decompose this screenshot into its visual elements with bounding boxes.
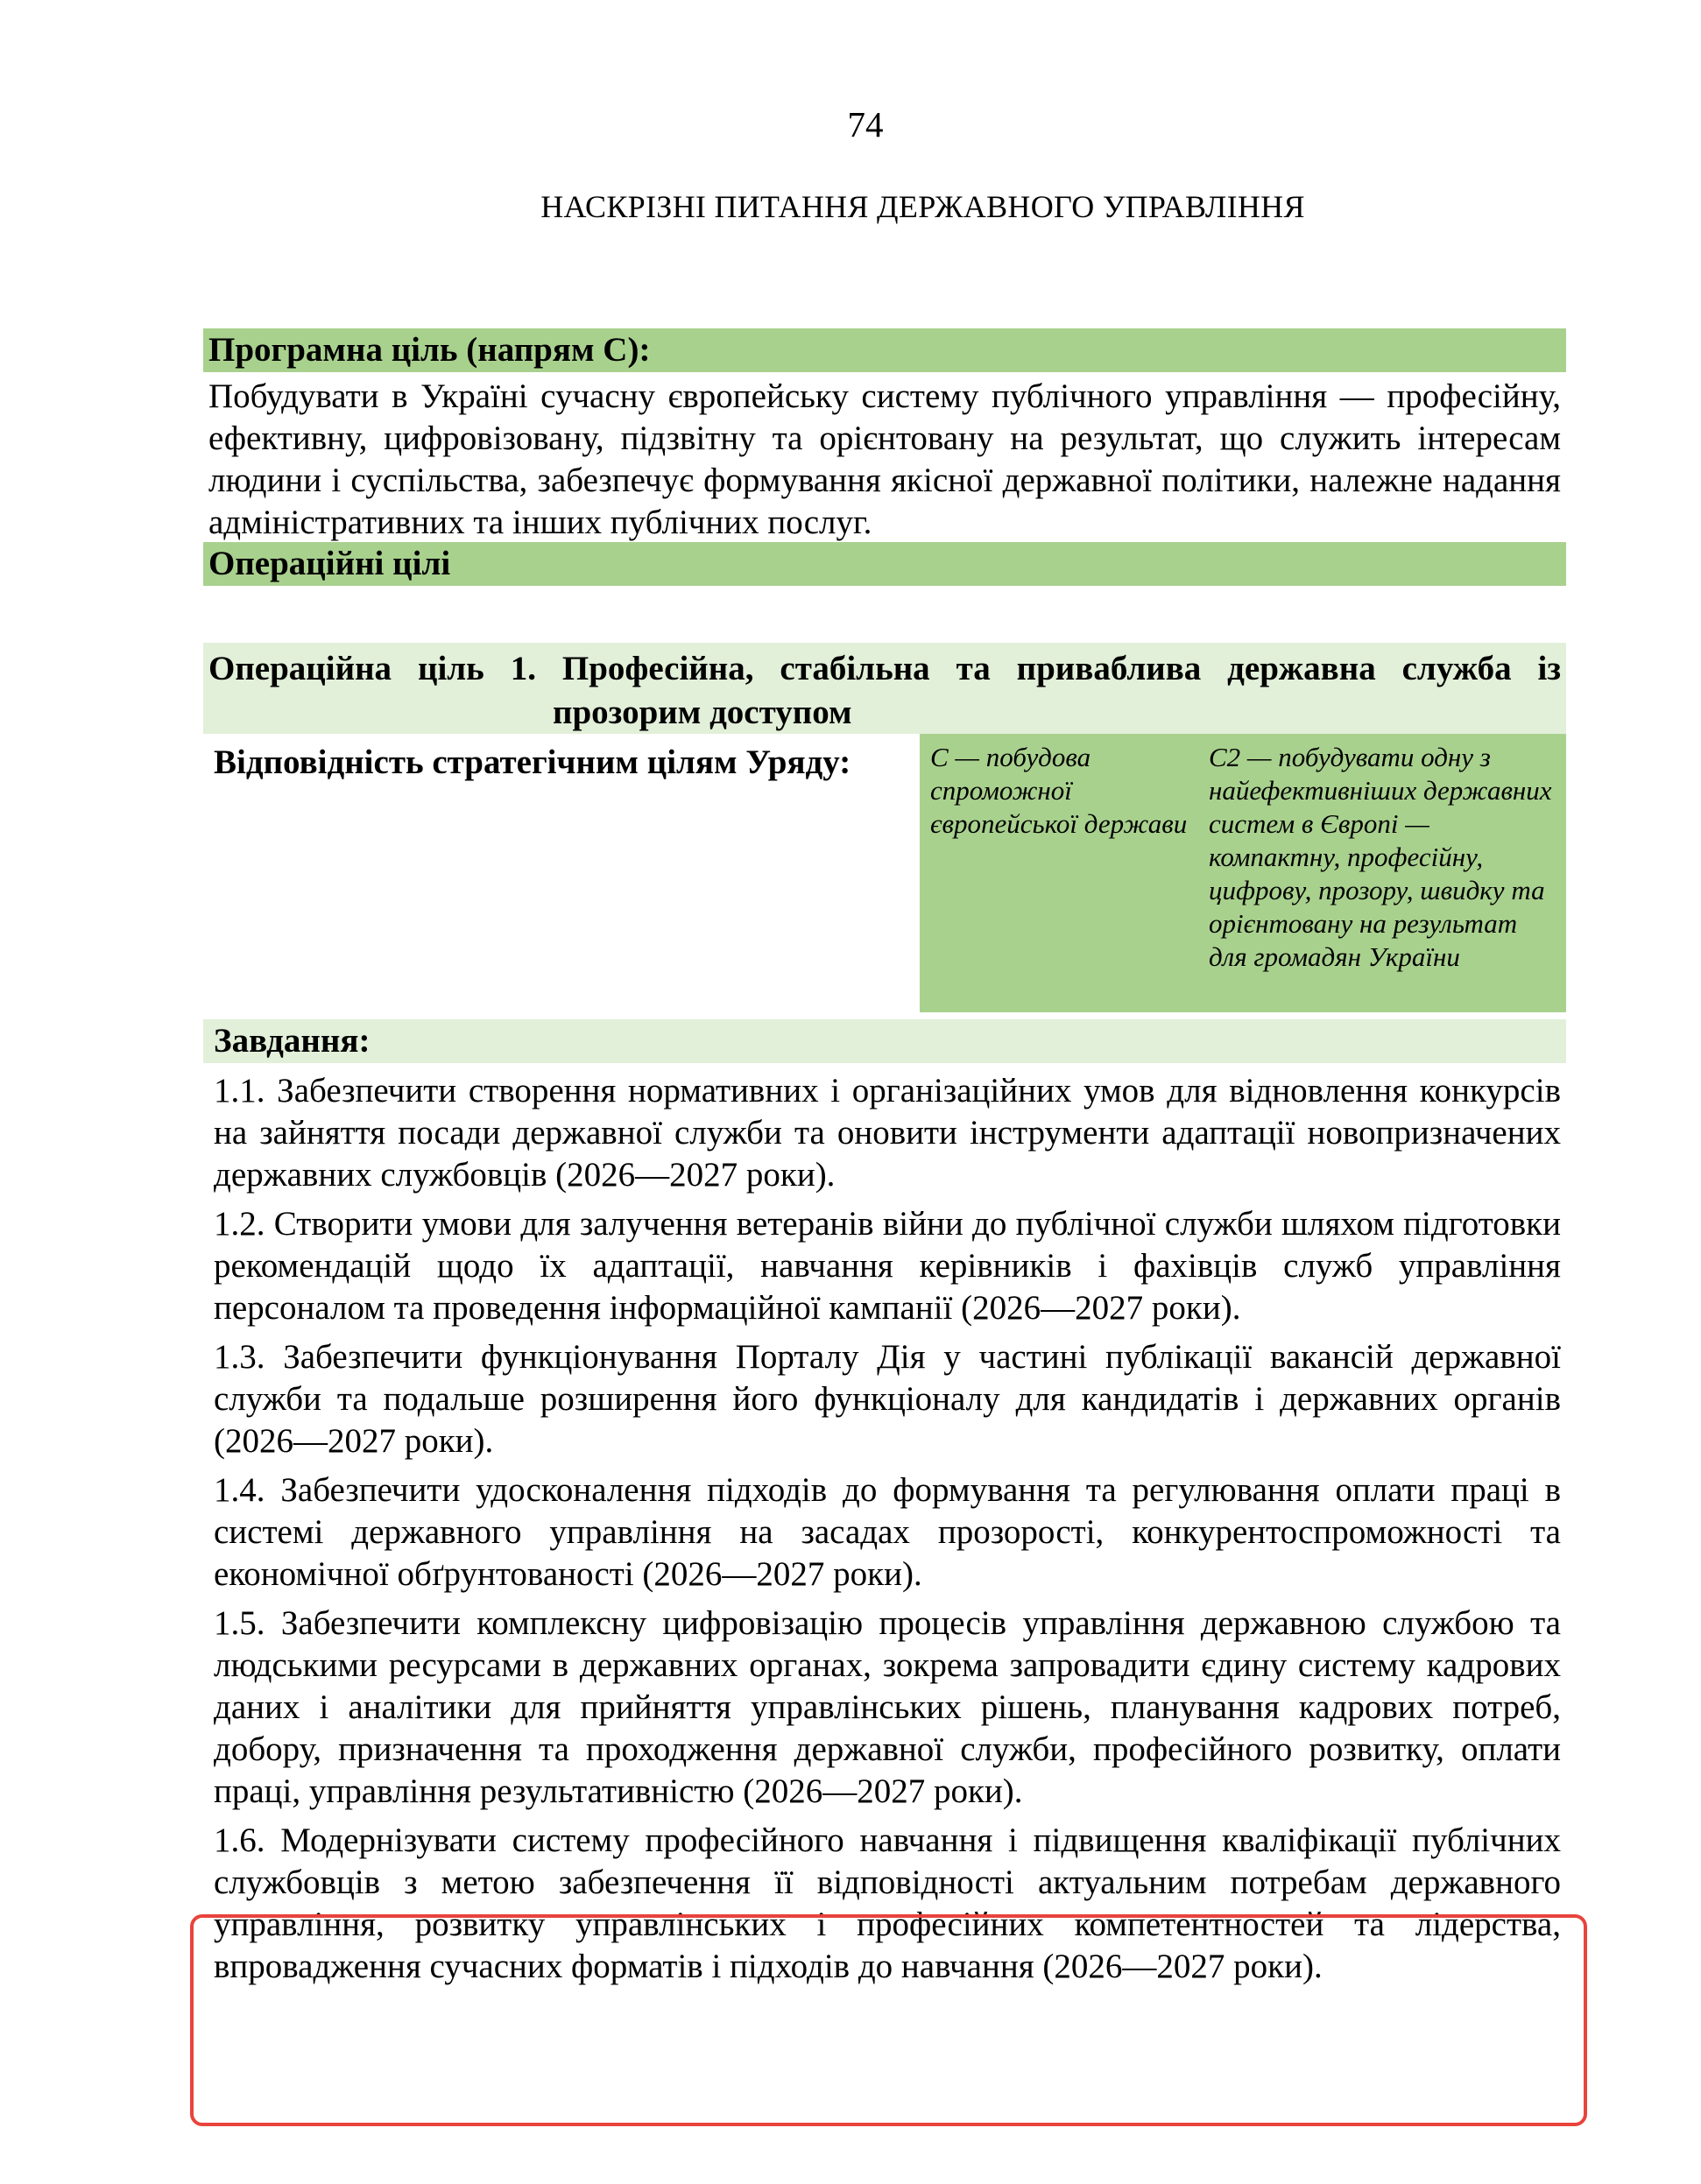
strategic-alignment-label: Відповідність стратегічним цілям Уряду: [214, 743, 851, 781]
program-goal-text: Побудувати в Україні сучасну європейську систему публічного управління — професійну, ефективну, цифровізовану, підзвітну та орієнтовану на результат, що служить інтересам людини і суспільства, забезпечує формування якісної державної політики, належне надання адміністративних та інших публічних послуг. [208, 377, 1561, 541]
task-item-1-4: 1.4. Забезпечити удосконалення підходів до формування та регулювання оплати праці в системі державного управління на засадах прозорості, конкурентоспроможності та економічної обґрунтованості (2026—2027 роки). [214, 1471, 1561, 1593]
task-item-1-2: 1.2. Створити умови для залучення ветеранів війни до публічної служби шляхом підготовки рекомендацій щодо їх адаптації, навчання керівників і фахівців служб управління персоналом та проведення інформаційної кампанії (2026—2027 роки). [214, 1205, 1561, 1327]
operational-goal-1-title [203, 643, 1566, 734]
task-item-1-1: 1.1. Забезпечити створення нормативних і організаційних умов для відновлення конкурсів на зайняття посади державної служби та оновити інструменти адаптації новопризначених державних службовців (2026—2027 роки). [214, 1072, 1561, 1194]
operational-goal-1-title-line2: прозорим доступом [553, 694, 852, 731]
tasks-heading: Завдання: [203, 1019, 1566, 1063]
operational-goals-heading: Операційні цілі [203, 542, 1566, 586]
task-item-1-3: 1.3. Забезпечити функціонування Порталу Дія у частині публікації вакансій державної служби та подальше розширення його функціоналу для кандидатів і державних органів (2026—2027 роки). [214, 1338, 1561, 1460]
strategic-goal-cell: С — побудова спроможної європейської держави [920, 734, 1198, 1012]
strategic-alignment-row [203, 734, 1566, 1012]
document-body [203, 328, 1566, 1988]
task-item-1-6: 1.6. Модернізувати систему професійного навчання і підвищення кваліфікації публічних службовців з метою забезпечення її відповідності актуальним потребам державного управління, розвитку управлінських і професійних компетентностей та лідерства, впровадження сучасних форматів і підходів до навчання (2026—2027 роки). [214, 1821, 1561, 1985]
task-item-1-5: 1.5. Забезпечити комплексну цифровізацію процесів управління державною службою та людськими ресурсами в державних органах, зокрема запровадити єдину систему кадрових даних і аналітики для прийняття управлінських рішень, планування кадрових потреб, добору, призначення та проходження державної служби, професійного розвитку, оплати праці, управління результативністю (2026—2027 роки). [214, 1604, 1561, 1810]
strategic-subgoal-cell: С2 — побудувати одну з найефективніших державних систем в Європі — компактну, професійну, цифрову, прозору, швидку та орієнтовану на результат для громадян України [1198, 734, 1566, 1012]
tasks-list [203, 1070, 1566, 1988]
program-goal-heading: Програмна ціль (напрям С): [203, 328, 1566, 372]
page-number: 74 [847, 104, 884, 144]
running-header: НАСКРІЗНІ ПИТАННЯ ДЕРЖАВНОГО УПРАВЛІННЯ [540, 189, 1305, 224]
operational-goal-1-title-line1: Операційна ціль 1. Професійна, стабільна та приваблива державна служба із [208, 650, 1561, 687]
